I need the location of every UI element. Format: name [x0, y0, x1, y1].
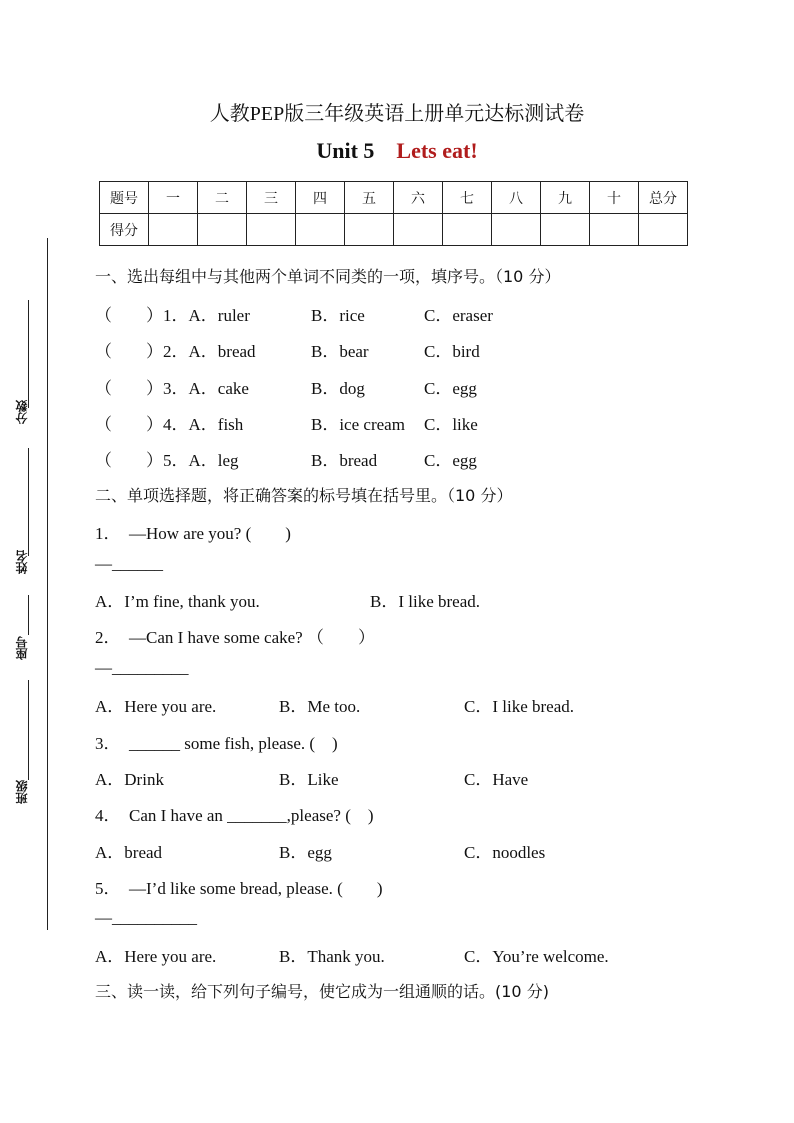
- score-table: [99, 181, 688, 246]
- s1-q5-prefix: （ ）5．A．leg: [95, 451, 239, 470]
- score-cell: 九: [541, 182, 590, 214]
- s2-q4-option-c: C．noodles: [464, 843, 546, 862]
- s1-q2-option-b: B．bear: [311, 342, 369, 361]
- s2-q3-option-c: C．Have: [464, 770, 529, 789]
- score-row-label: 得分: [100, 214, 149, 246]
- score-input-cell[interactable]: [639, 214, 688, 246]
- s2-q4-stem: 4． Can I have an _______,please? ( ): [95, 806, 374, 825]
- s1-q3-option-c: C．egg: [424, 379, 477, 398]
- s2-q3-option-a: A．Drink: [95, 770, 164, 789]
- score-cell: 总分: [639, 182, 688, 214]
- s1-q5-option-b: B．bread: [311, 451, 378, 470]
- score-cell: 题号: [100, 182, 149, 214]
- s1-q3-prefix: （ ）3．A．cake: [95, 379, 249, 398]
- score-cell: 六: [394, 182, 443, 214]
- s1-q1-option-c: C．eraser: [424, 306, 493, 325]
- s2-q1-option-a: A．I’m fine, thank you.: [95, 592, 260, 611]
- score-cell: 四: [296, 182, 345, 214]
- s2-q2-option-b: B．Me too.: [279, 697, 361, 716]
- s1-q4-option-c: C．like: [424, 415, 478, 434]
- score-input-cell[interactable]: [296, 214, 345, 246]
- seat-field-line[interactable]: [28, 595, 29, 635]
- score-input-cell[interactable]: [149, 214, 198, 246]
- score-input-cell[interactable]: [394, 214, 443, 246]
- score-cell: 三: [247, 182, 296, 214]
- side-label-name: 姓名: [15, 550, 29, 574]
- section3-heading: 三、读一读，给下列句子编号，使它成为一组通顺的话。(10 分): [95, 982, 549, 1001]
- s2-q5-option-a: A．Here you are.: [95, 947, 217, 966]
- s2-q5-option-b: B．Thank you.: [279, 947, 385, 966]
- score-cell: 二: [198, 182, 247, 214]
- score-cell: 八: [492, 182, 541, 214]
- s2-q1-option-b: B．I like bread.: [370, 592, 480, 611]
- s1-q2-option-c: C．bird: [424, 342, 480, 361]
- s1-q4-prefix: （ ）4．A．fish: [95, 415, 244, 434]
- s2-q2-option-a: A．Here you are.: [95, 697, 217, 716]
- s1-q1-option-b: B．rice: [311, 306, 365, 325]
- binding-line: [47, 238, 48, 930]
- s2-q4-option-a: A．bread: [95, 843, 163, 862]
- score-cell: 五: [345, 182, 394, 214]
- s2-q3-stem: 3． ______ some fish, please. ( ): [95, 734, 338, 753]
- s2-q5-stem: 5． —I’d like some bread, please. ( ): [95, 879, 383, 898]
- s2-q2-option-c: C．I like bread.: [464, 697, 574, 716]
- score-field-line[interactable]: [28, 300, 29, 408]
- s1-q2-prefix: （ ）2．A．bread: [95, 342, 256, 361]
- score-input-cell[interactable]: [492, 214, 541, 246]
- section2-heading: 二、单项选择题，将正确答案的标号填在括号里。（10 分）: [95, 486, 513, 505]
- s2-q2-stem: 2． —Can I have some cake? （ ）: [95, 628, 375, 647]
- side-label-seat: 座号: [15, 636, 29, 660]
- s2-q2-answer-blank[interactable]: —_________: [95, 658, 189, 677]
- score-input-cell[interactable]: [247, 214, 296, 246]
- score-input-cell[interactable]: [198, 214, 247, 246]
- side-label-score: 分数: [15, 400, 29, 424]
- s2-q1-stem: 1． —How are you? ( ): [95, 524, 291, 543]
- s2-q1-answer-blank[interactable]: —______: [95, 554, 163, 573]
- score-table-header-row: [100, 182, 688, 214]
- score-input-cell[interactable]: [590, 214, 639, 246]
- side-label-class: 班级: [15, 780, 29, 804]
- class-field-line[interactable]: [28, 680, 29, 780]
- score-table-score-row: [100, 214, 688, 246]
- s2-q5-option-c: C．You’re welcome.: [464, 947, 609, 966]
- unit-heading: [0, 138, 794, 164]
- s1-q1-prefix: （ ）1．A．ruler: [95, 306, 250, 325]
- name-field-line[interactable]: [28, 448, 29, 556]
- s1-q5-option-c: C．egg: [424, 451, 477, 470]
- page-title: 人教PEP版三年级英语上册单元达标测试卷: [209, 103, 585, 125]
- score-cell: 十: [590, 182, 639, 214]
- score-input-cell[interactable]: [541, 214, 590, 246]
- lesson-title: Lets eat!: [396, 138, 478, 163]
- score-input-cell[interactable]: [345, 214, 394, 246]
- s1-q4-option-b: B．ice cream: [311, 415, 405, 434]
- unit-label: Unit 5: [316, 138, 375, 163]
- s2-q3-option-b: B．Like: [279, 770, 339, 789]
- section1-heading: 一、选出每组中与其他两个单词不同类的一项，填序号。（10 分）: [95, 267, 561, 286]
- score-input-cell[interactable]: [443, 214, 492, 246]
- s1-q3-option-b: B．dog: [311, 379, 365, 398]
- score-cell: 七: [443, 182, 492, 214]
- s2-q4-option-b: B．egg: [279, 843, 332, 862]
- score-cell: 一: [149, 182, 198, 214]
- s2-q5-answer-blank[interactable]: —__________: [95, 908, 197, 927]
